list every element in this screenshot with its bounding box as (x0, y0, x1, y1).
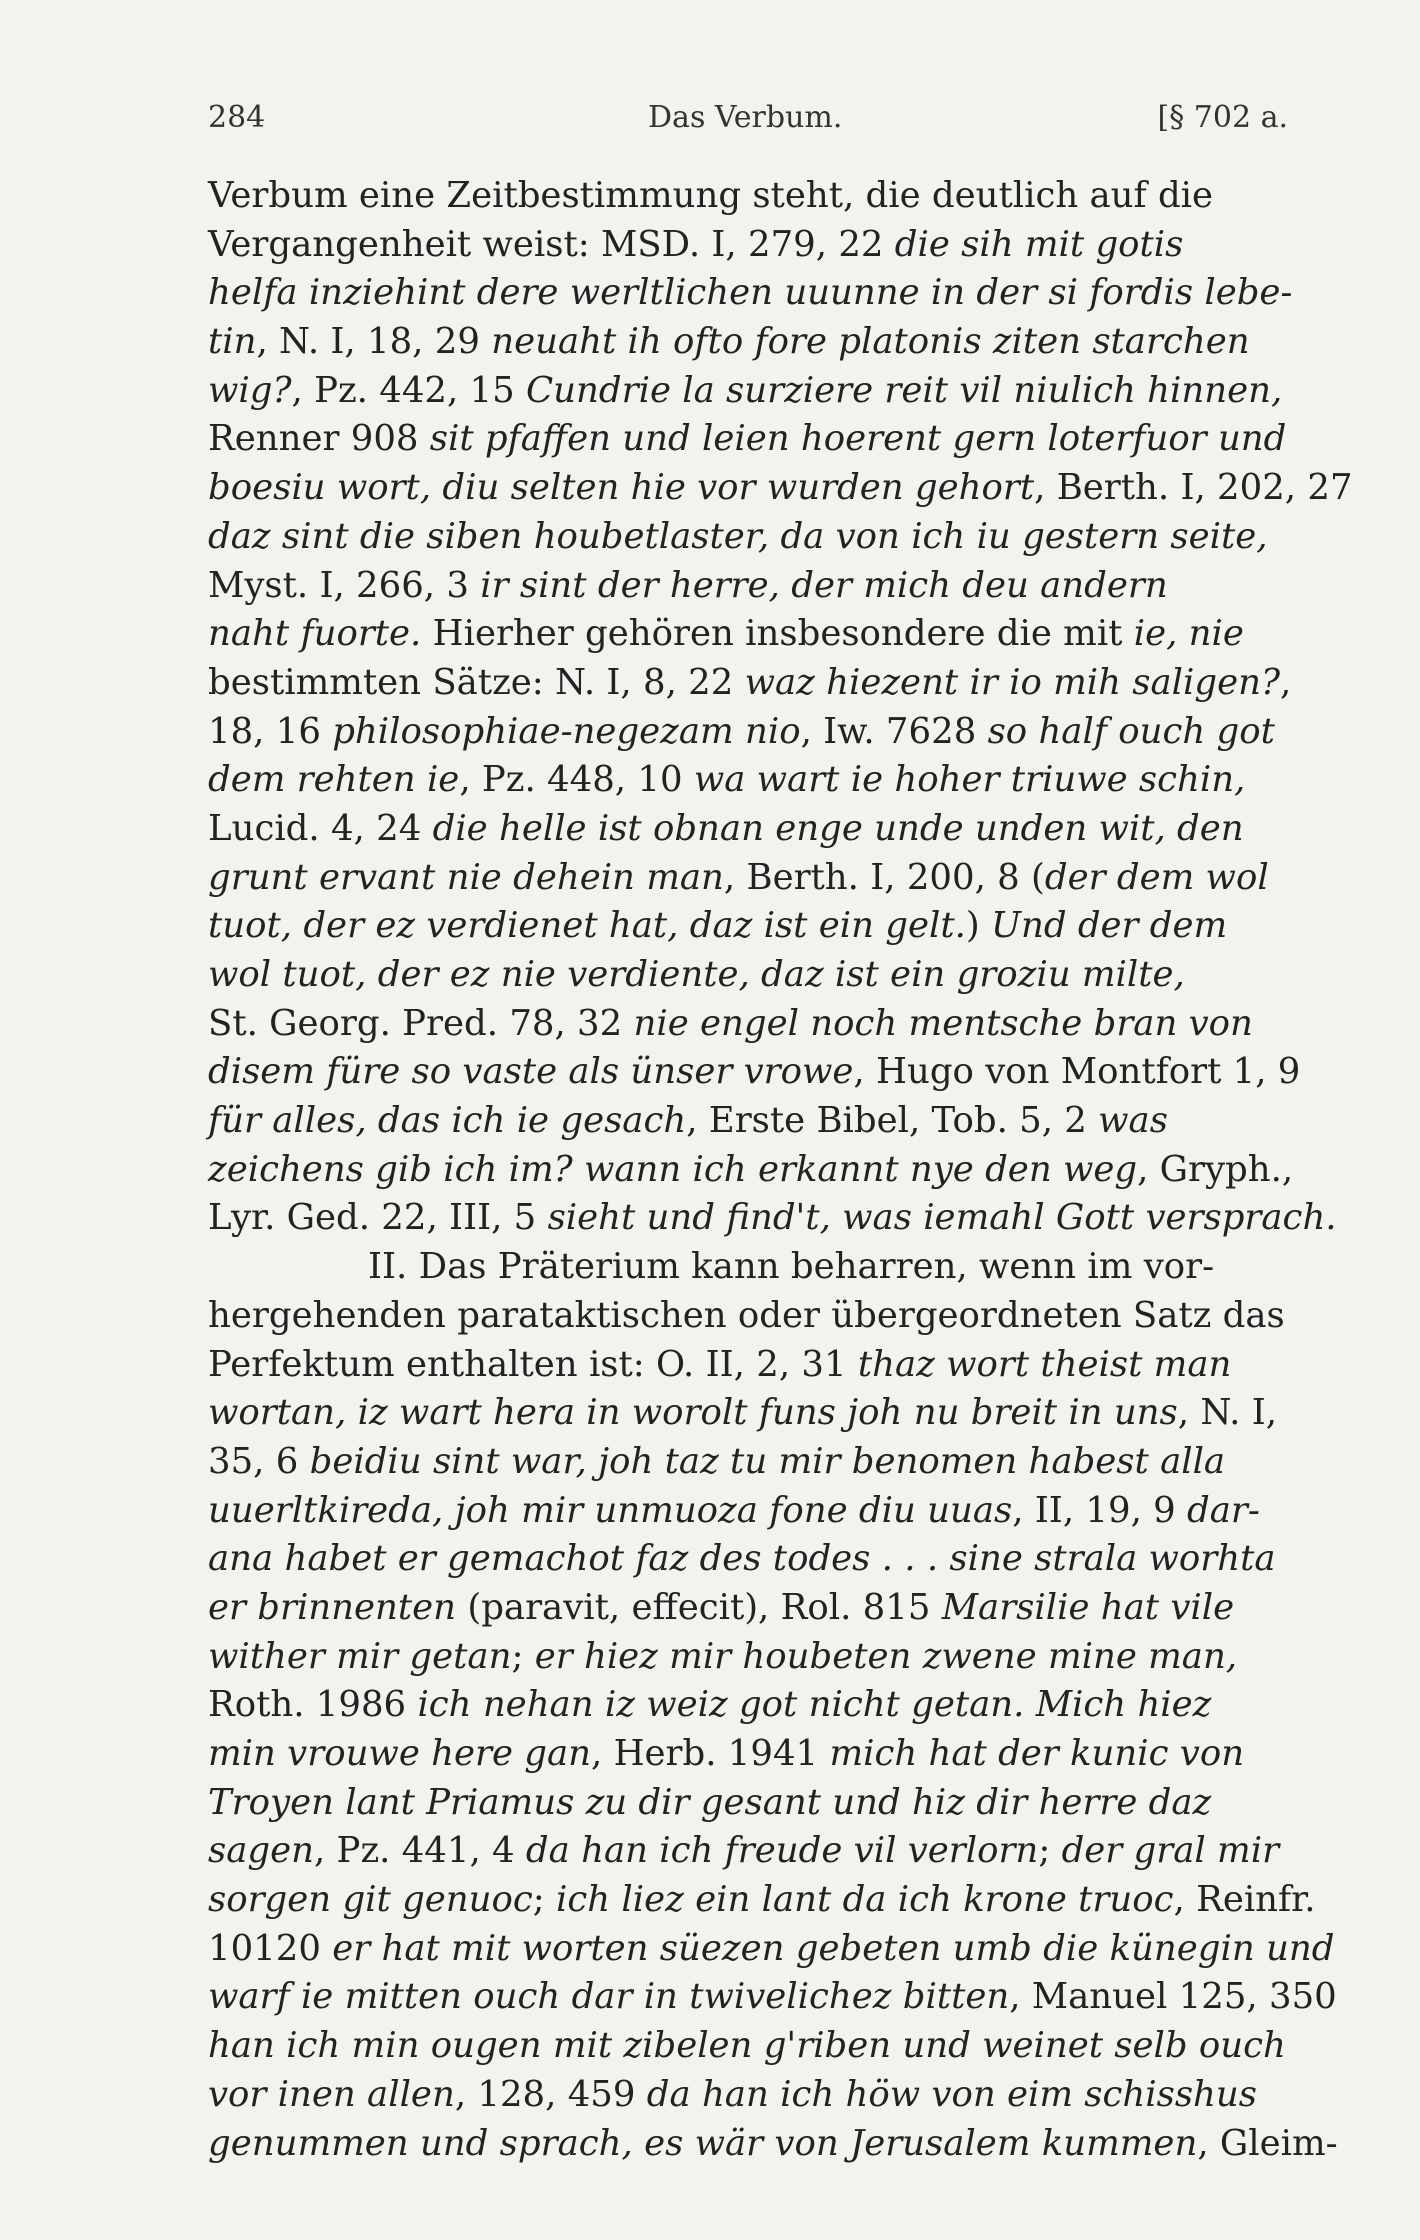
quotation-text: mich hat der kunic von (829, 1733, 1245, 1774)
body-text-run: , Hugo von Montfort 1, 9 (853, 1051, 1301, 1093)
quotation-text: so half ouch got (987, 710, 1275, 752)
body-text-run: Lyr. Ged. 22, III, 5 (208, 1197, 548, 1239)
quotation-text: ich liez ein lant da ich krone truoc (556, 1879, 1174, 1921)
quotation-text: sorgen git genuoc (208, 1879, 533, 1921)
page-number: 284 (208, 100, 266, 135)
quotation-text: thaz wort theist man (857, 1343, 1232, 1385)
body-text-run: , 128, 459 (454, 2073, 647, 2115)
text-line (208, 902, 1293, 951)
body-text-run: Renner 908 (208, 418, 430, 460)
quotation-text: wither mir getan (208, 1635, 512, 1677)
text-line (208, 1730, 1293, 1779)
quotation-text: dar- (1187, 1489, 1260, 1531)
body-text-run: , Pz. 441, 4 (313, 1830, 526, 1872)
quotation-text: wol tuot, der ez nie verdiente, daz ist ein groziu milte, (208, 954, 1185, 995)
quotation-text: Troyen lant Priamus zu dir gesant und hiz dir herre daz (208, 1781, 1212, 1823)
quotation-text: er hiez mir houbeten zwene mine man, (534, 1635, 1238, 1677)
quotation-text: ich nehan iz weiz got nicht getan. Mich hiez (417, 1684, 1212, 1726)
quotation-text: genummen und sprach, es wär von Jerusalem kummen (208, 2122, 1198, 2164)
text-line (208, 513, 1293, 562)
quotation-text: min vrouwe here gan (208, 1733, 591, 1774)
quotation-text: uuerltkireda, joh mir unmuoza fone diu uuas (208, 1489, 1013, 1531)
quotation-text: tin (208, 321, 257, 363)
quotation-text: disem füre so vaste als ünser vrowe (208, 1051, 854, 1093)
text-line (208, 610, 1293, 659)
body-text-run: Vergangenheit weist: MSD. I, 279, 22 (208, 223, 895, 265)
text-line (208, 708, 1293, 757)
text-line (208, 1146, 1293, 1195)
text-line (208, 1048, 1301, 1097)
text-line (208, 805, 1293, 854)
body-text-run: 10120 (208, 1927, 333, 1969)
running-title: Das Verbum. (648, 100, 843, 135)
text-line (208, 1438, 1293, 1487)
body-text-run: , Reinfr. (1173, 1879, 1316, 1921)
quotation-text: helfa inziehint dere werltlichen uuunne in der si fordis lebe- (208, 272, 1293, 314)
text-line (208, 1535, 1293, 1584)
quotation-text: ie, nie (1133, 613, 1244, 655)
quotation-text: was (1098, 1100, 1168, 1142)
text-line (208, 318, 1293, 367)
quotation-text: die sih mit gotis (894, 223, 1184, 265)
quotation-text: naht fuorte. (208, 613, 422, 655)
quotation-text: philosophiae-negezam nio (332, 710, 801, 752)
quotation-text: der gral mir (1061, 1830, 1280, 1872)
body-text-run: 35, 6 (208, 1440, 310, 1482)
quotation-text: da han ich höw von eim schisshus (646, 2073, 1257, 2115)
text-line (208, 1827, 1293, 1876)
quotation-text: ir sint der herre, der mich deu andern (480, 564, 1168, 606)
body-text-run: , Herb. 1941 (591, 1733, 830, 1774)
quotation-text: er hat mit worten süezen gebeten umb die künegin und (332, 1927, 1335, 1969)
body-text-run: , N. I, (1177, 1392, 1278, 1434)
quotation-text: Und der dem (991, 905, 1228, 947)
text-line (208, 854, 1293, 903)
body-text-run: ; (1038, 1830, 1062, 1872)
text-line (208, 1243, 1293, 1292)
quotation-text: ana habet er gemachot faz des todes . . . sine strala worhta (208, 1538, 1276, 1580)
quotation-text: boesiu wort, diu selten hie vor wurden gehort (208, 467, 1035, 509)
quotation-text: Marsilie hat vile (941, 1586, 1235, 1628)
body-text-run: , Iw. 7628 (800, 710, 988, 752)
text-line (208, 1925, 1335, 1974)
body-text-run: , Berth. I, 200, 8 ( (723, 856, 1045, 898)
text-line (208, 1876, 1316, 1925)
body-text-run: , Erste Bibel, Tob. 5, 2 (686, 1100, 1099, 1142)
quotation-text: wig? (208, 369, 292, 411)
quotation-text: er brinnenten (208, 1586, 457, 1628)
text-line (208, 659, 1293, 708)
body-text-run: Roth. 1986 (208, 1684, 418, 1726)
quotation-text: da han ich freude vil verlorn (525, 1830, 1039, 1872)
text-line (208, 1779, 1293, 1828)
body-text-run: Lucid. 4, 24 (208, 807, 433, 849)
quotation-text: waz hiezent ir io mih saligen? (744, 661, 1280, 703)
body-text-run: Hierher gehören insbesondere die mit (421, 613, 1134, 655)
quotation-text: sit pfaffen und leien hoerent gern loterfuor und (429, 418, 1287, 460)
body-text-run: Verbum eine Zeitbestimmung steht, die deutlich auf die (208, 175, 1214, 216)
quotation-text: grunt ervant nie dehein man (208, 856, 724, 898)
quotation-text: neuaht ih ofto fore platonis ziten starchen (491, 321, 1250, 363)
body-text-run: , N. I, 18, 29 (256, 321, 492, 363)
text-line (208, 1633, 1293, 1682)
body-text-run: Myst. I, 266, 3 (208, 564, 481, 606)
text-line (208, 221, 1293, 270)
section-reference: [§ 702 a. (1157, 100, 1288, 135)
running-header (208, 100, 1288, 150)
text-line (208, 1973, 1337, 2022)
body-text (208, 172, 1353, 2168)
quotation-text: nie engel noch mentsche bran von (633, 1002, 1253, 1044)
quotation-text: daz sint die siben houbetlaster, da von ich iu gestern seite, (208, 515, 1268, 557)
body-text-run: ; (511, 1635, 535, 1677)
body-text-run: ) (965, 905, 992, 947)
body-text-run: , Pz. 448, 10 (459, 759, 694, 801)
text-line (208, 415, 1293, 464)
text-line (208, 367, 1293, 416)
text-line (208, 1584, 1293, 1633)
quotation-text: sieht und find't, was iemahl Gott versprach. (547, 1197, 1337, 1239)
body-text-run: , II, 19, 9 (1012, 1489, 1188, 1531)
body-text-run: bestimmten Sätze: N. I, 8, 22 (208, 661, 745, 703)
quotation-text: dem rehten ie (208, 759, 460, 801)
quotation-text: die helle ist obnan enge unde unden wit, den (432, 807, 1244, 849)
text-line (208, 951, 1293, 1000)
quotation-text: für alles, das ich ie gesach (208, 1100, 687, 1142)
body-text-run: , Gryph., (1137, 1148, 1294, 1190)
quotation-text: beidiu sint war, joh taz tu mir benomen habest alla (309, 1440, 1226, 1482)
quotation-text: sagen (208, 1830, 314, 1872)
body-text-run: , Gleim- (1197, 2122, 1338, 2164)
text-line (208, 2120, 1338, 2169)
text-line (208, 1487, 1293, 1536)
text-line (208, 269, 1293, 318)
body-text-run: (paravit, effecit), Rol. 815 (456, 1586, 942, 1628)
quotation-text: wa wart ie hoher triuwe schin, (693, 759, 1246, 801)
text-line (208, 2022, 1293, 2071)
text-line (208, 1681, 1293, 1730)
body-text-run: 18, 16 (208, 710, 333, 752)
body-text-run: , Berth. I, 202, 27 (1034, 467, 1353, 509)
text-line (208, 1194, 1337, 1243)
text-line (208, 756, 1293, 805)
body-text-run: ; (532, 1879, 557, 1921)
body-text-run: Perfektum enthalten ist: O. II, 2, 31 (208, 1343, 858, 1385)
quotation-text: Cundrie la surziere reit vil niulich hinnen, (526, 369, 1283, 411)
text-line (208, 1341, 1293, 1390)
quotation-text: warf ie mitten ouch dar in twivelichez bitten (208, 1976, 1010, 2018)
quotation-text: tuot, der ez verdienet hat, daz ist ein gelt. (208, 905, 966, 947)
text-line (208, 1097, 1293, 1146)
text-line (208, 562, 1293, 611)
text-line (208, 2071, 1293, 2120)
body-text-run: , Pz. 442, 15 (291, 369, 527, 411)
body-text-run: , Manuel 125, 350 (1009, 1976, 1337, 2018)
text-line (208, 172, 1293, 221)
quotation-text: han ich min ougen mit zibelen g'riben und weinet selb ouch (208, 2025, 1286, 2067)
text-line (208, 464, 1353, 513)
quotation-text: der dem wol (1044, 856, 1269, 898)
body-text-run: St. Georg. Pred. 78, 32 (208, 1002, 634, 1044)
body-text-run: , (1280, 661, 1292, 703)
text-line (208, 1292, 1293, 1341)
quotation-text: wortan, iz wart hera in worolt funs joh nu breit in uns (208, 1392, 1178, 1434)
body-text-run: II. Das Präterium kann beharren, wenn im vor- (368, 1246, 1215, 1288)
quotation-text: vor inen allen (208, 2073, 455, 2115)
text-line (208, 1389, 1293, 1438)
body-text-run: hergehenden parataktischen oder übergeordneten Satz das (208, 1294, 1285, 1336)
quotation-text: zeichens gib ich im? wann ich erkannt nye den weg (208, 1148, 1138, 1190)
text-line (208, 1000, 1293, 1049)
